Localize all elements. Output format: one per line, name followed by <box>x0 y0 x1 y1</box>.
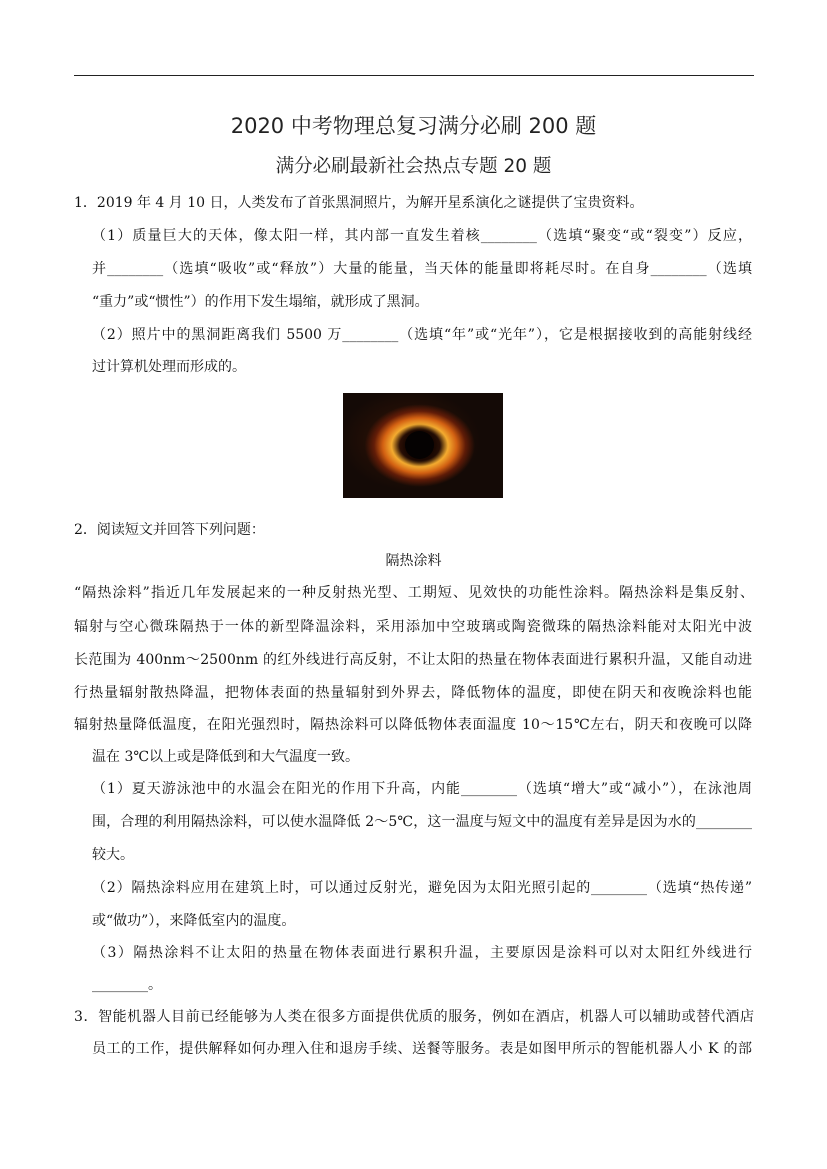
q2-sub3-line1: （3）隔热涂料不让太阳的热量在物体表面进行累积升温，主要原因是涂料可以对太阳红外线进行 <box>92 945 752 961</box>
q3-line1: 3．智能机器人目前已经能够为人类在很多方面提供优质的服务，例如在酒店，机器人可以辅助或替代酒店 <box>74 1009 754 1025</box>
page-title: 2020 中考物理总复习满分必刷 200 题 <box>230 114 597 138</box>
black-hole-shadow <box>405 431 434 459</box>
article-line4: 行热量辐射散热降温，把物体表面的热量辐射到外界去，降低物体的温度，即使在阴天和夜晚涂料也能 <box>74 685 752 701</box>
q2-sub2-line2: 或“做功”），来降低室内的温度。 <box>92 913 296 929</box>
header-rule <box>74 75 754 76</box>
black-hole-photo <box>343 393 503 498</box>
article-line2: 辐射与空心微珠隔热于一体的新型降温涂料，采用添加中空玻璃或陶瓷微珠的隔热涂料能对太阳光中波 <box>74 619 752 635</box>
q1-part2-line2: 过计算机处理而形成的。 <box>92 359 246 375</box>
page-subtitle: 满分必刷最新社会热点专题 20 题 <box>275 156 552 177</box>
article-line1: “隔热涂料”指近几年发展起来的一种反射热光型、工期短、见效快的功能性涂料。隔热涂料是集反射、 <box>74 585 754 601</box>
q2-sub1-line3: 较大。 <box>92 847 134 863</box>
q1-part1-line1: （1）质量巨大的天体，像太阳一样，其内部一直发生着核________（选填“聚变“或“裂变”）反应， <box>92 228 752 244</box>
q2-sub1-line1: （1）夏天游泳池中的水温会在阳光的作用下升高，内能________（选填“增大”或“减小”），在泳池周 <box>92 781 752 797</box>
q1-part1-line2: 并________（选填“吸收”或“释放”）大量的能量，当天体的能量即将耗尽时。在自身________（选填 <box>92 261 752 277</box>
article-line3: 长范围为 400nm～2500nm 的红外线进行高反射，不让太阳的热量在物体表面进行累积升温，又能自动进 <box>74 652 752 668</box>
article-line6: 温在 3℃以上或是降低到和大气温度一致。 <box>92 749 360 765</box>
q2-sub3-line2: ________。 <box>92 977 162 993</box>
q1-part2-line1: （2）照片中的黑洞距离我们 5500 万________（选填“年”或“光年”），它是根据接收到的高能射线经 <box>92 327 752 343</box>
q2-sub1-line2: 围，合理的利用隔热涂料，可以使水温降低 2～5℃，这一温度与短文中的温度有差异是因为水的________ <box>92 814 752 830</box>
q3-line2: 员工的工作，提供解释如何办理入住和退房手续、送餐等服务。表是如图甲所示的智能机器人小 K 的部 <box>92 1041 752 1057</box>
q2-sub2-line1: （2）隔热涂料应用在建筑上时，可以通过反射光，避免因为太阳光照引起的________（选填“热传递” <box>92 880 752 896</box>
q2-stem: 2．阅读短文并回答下列问题： <box>74 522 265 538</box>
article-title: 隔热涂料 <box>385 553 442 569</box>
article-line5: 辐射热量降低温度，在阳光强烈时，隔热涂料可以降低物体表面温度 10～15℃左右，阴天和夜晚可以降 <box>74 717 752 733</box>
q1-part1-line3: “重力”或“惯性”）的作用下发生塌缩，就形成了黑洞。 <box>92 294 429 310</box>
q1-stem: 1．2019 年 4 月 10 日，人类发布了首张黑洞照片，为解开星系演化之谜提供了宝贵资料。 <box>74 195 644 211</box>
